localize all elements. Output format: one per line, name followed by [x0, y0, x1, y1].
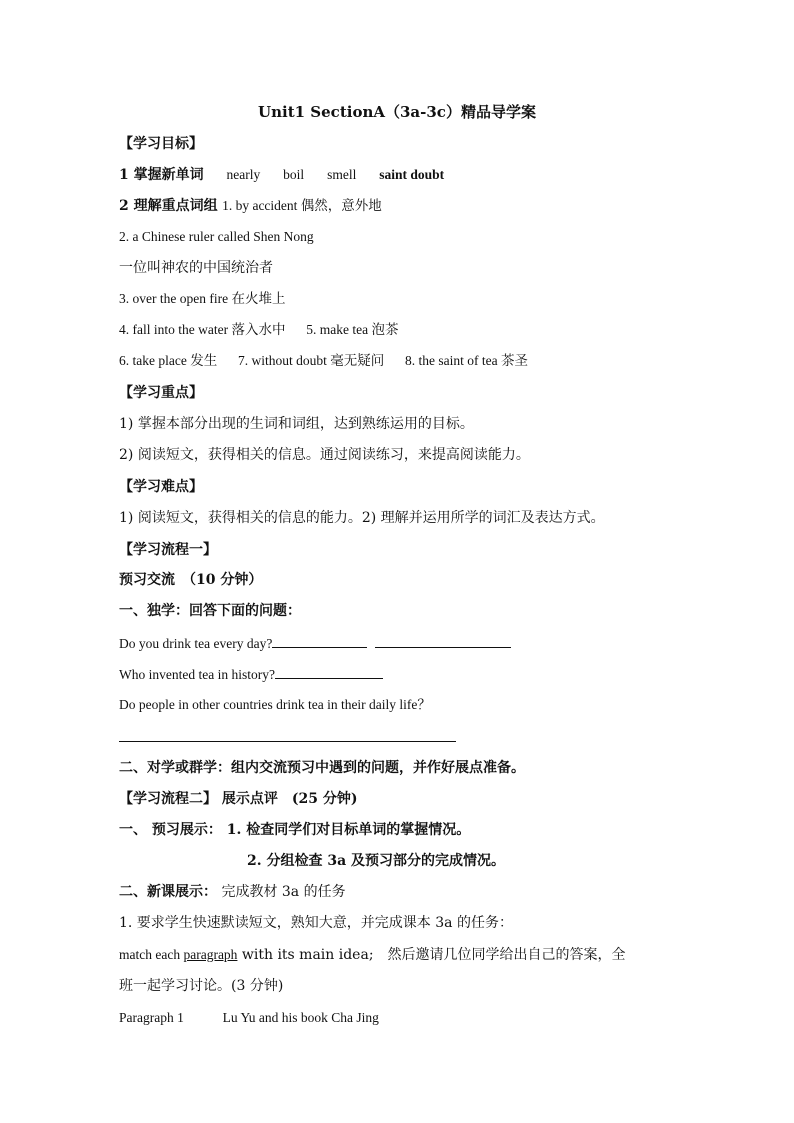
key-point-1: 1) 掌握本部分出现的生词和词组，达到熟练运用的目标。 [119, 416, 474, 432]
flow1-pair-task: 二、对学或群学：组内交流预习中遇到的问题，并作好展点准备。 [119, 760, 525, 776]
question-2 [119, 664, 383, 685]
vocab-bold-words: saint doubt [379, 167, 445, 182]
phrases-label: 2 理解重点词组 [119, 198, 218, 214]
match-text-a: match each [119, 947, 184, 962]
phrases-line [119, 196, 382, 216]
flow1-subheading: 预习交流 （10 分钟） [119, 572, 263, 588]
preview-show-label: 一、 预习展示： [119, 822, 222, 838]
paragraph-label: Paragraph 1 [119, 1010, 184, 1025]
answer-line [119, 741, 456, 742]
question-3: Do people in other countries drink tea in their daily life？ [119, 697, 431, 712]
match-line-cont: 班一起学习讨论。(3 分钟) [119, 978, 284, 994]
preview-show-line [119, 820, 470, 840]
difficulties-heading: 【学习难点】 [119, 479, 203, 495]
preview-show-1: 1. 检查同学们对目标单词的掌握情况。 [226, 822, 471, 838]
match-line [119, 945, 626, 965]
question-1 [119, 633, 511, 654]
question-2-text: Who invented tea in history? [119, 667, 275, 682]
phrase-line-6-8 [119, 351, 528, 371]
goals-heading: 【学习目标】 [119, 136, 203, 152]
phrase-8: 8. the saint of tea 茶圣 [404, 353, 528, 368]
answer-blank [275, 664, 383, 679]
flow1-heading: 【学习流程一】 [119, 542, 217, 558]
key-point-2: 2) 阅读短文，获得相关的信息。通过阅读练习，来提高阅读能力。 [119, 447, 530, 463]
phrase-5: 5. make tea 泡茶 [306, 322, 399, 337]
preview-show-2: 2. 分组检查 3a 及预习部分的完成情况。 [247, 853, 506, 869]
flow1-task: 一、独学：回答下面的问题： [119, 603, 301, 619]
match-text-b: with its main idea; 然后邀请几位同学给出自己的答案，全 [237, 947, 626, 963]
paragraph-1-line [119, 1008, 379, 1028]
question-1-text: Do you drink tea every day? [119, 636, 273, 651]
flow2-heading: 【学习流程二】 展示点评 (25 分钟) [119, 791, 358, 807]
phrase-3: 3. over the open fire 在火堆上 [119, 291, 286, 306]
vocab-word: smell [327, 167, 357, 182]
vocab-line [119, 165, 444, 185]
phrase-6: 6. take place 发生 [119, 353, 218, 368]
difficulties-text: 1) 阅读短文，获得相关的信息的能力。2) 理解并运用所学的词汇及表达方式。 [119, 510, 605, 526]
paragraph-main-idea: Lu Yu and his book Cha Jing [222, 1010, 379, 1025]
phrase-line-4-5 [119, 320, 398, 340]
answer-blank [272, 633, 367, 648]
match-underlined-word: paragraph [183, 947, 238, 962]
phrase-4: 4. fall into the water 落入水中 [119, 322, 286, 337]
vocab-word: nearly [226, 167, 261, 182]
phrase-7: 7. without doubt 毫无疑问 [237, 353, 385, 368]
new-lesson-label: 二、新课展示： [119, 884, 217, 900]
vocab-word: boil [283, 167, 305, 182]
step-1: 1. 要求学生快速默读短文，熟知大意，并完成课本 3a 的任务： [119, 915, 513, 931]
new-lesson-text: 完成教材 3a 的任务 [221, 884, 346, 900]
vocab-label: 1 掌握新单词 [119, 167, 204, 183]
phrase-2: 2. a Chinese ruler called Shen Nong [119, 229, 314, 244]
new-lesson-line [119, 882, 346, 902]
phrase-1: 1. by accident 偶然，意外地 [222, 198, 382, 213]
key-points-heading: 【学习重点】 [119, 385, 203, 401]
page-title: Unit1 SectionA（3a-3c）精品导学案 [258, 103, 536, 121]
answer-blank [375, 633, 511, 648]
phrase-2-translation: 一位叫神农的中国统治者 [119, 260, 273, 276]
